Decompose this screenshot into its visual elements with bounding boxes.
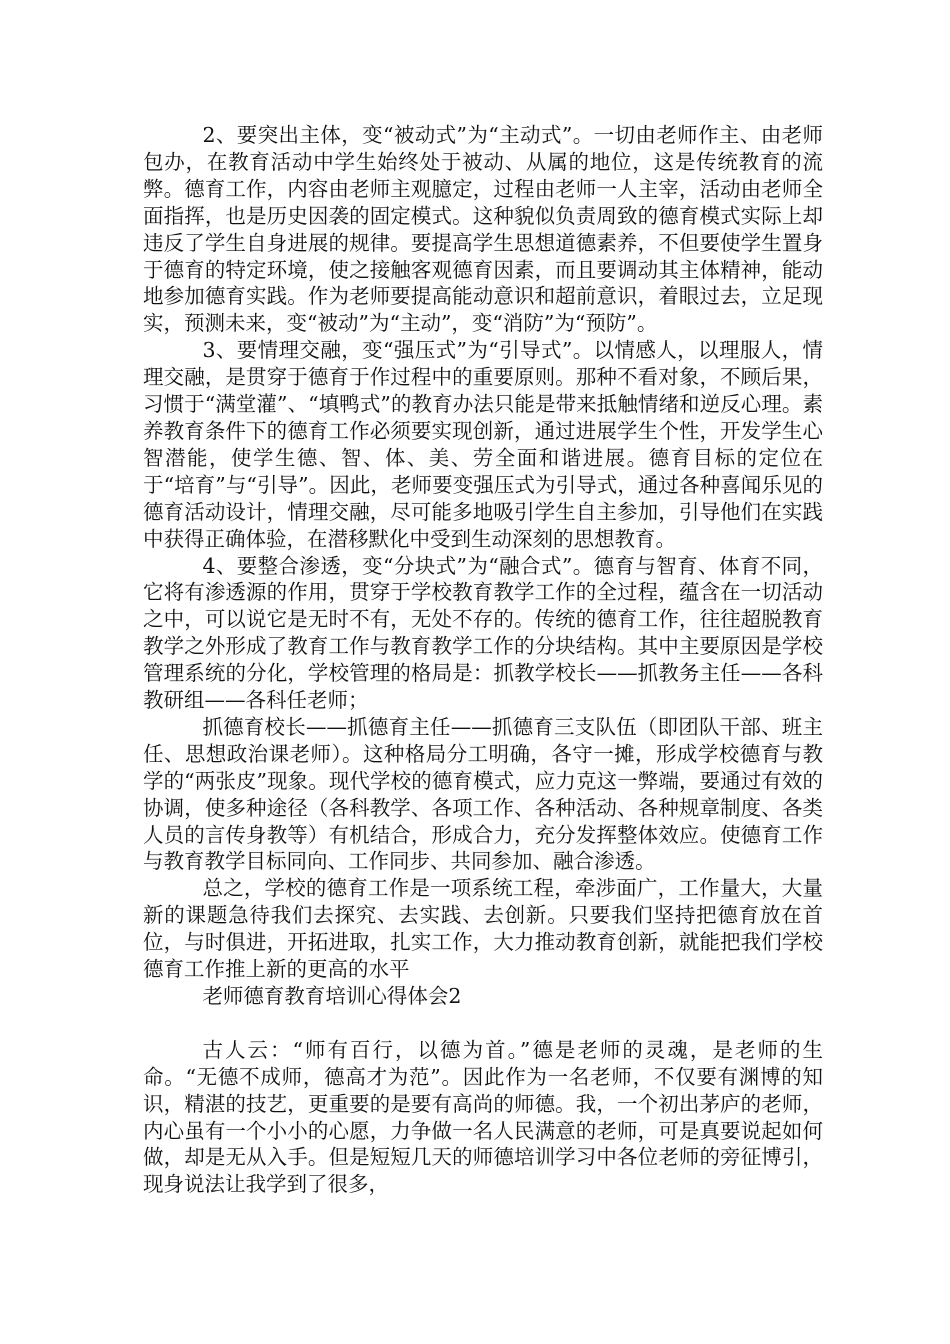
document-body xyxy=(143,122,823,1198)
blank-line xyxy=(143,1010,823,1037)
paragraph-point-4: 4、要整合渗透，变“分块式”为“融合式”。德育与智育、体育不同，它将有渗透源的作用，贯穿于学校教育教学工作的全过程，蕴含在一切活动之中，可以说它是无时不有，无处不存的。传统的德育工作，往往超脱教育教学之外形成了教育工作与教育教学工作的分块结构。其中主要原因是学校管理系统的分化，学校管理的格局是：抓教学校长——抓教务主任——各科教研组——各科任老师； xyxy=(143,553,823,713)
paragraph-ancient-saying: 古人云：“师有百行，以德为首。”德是老师的灵魂，是老师的生命。“无德不成师，德高才为范”。因此作为一名老师，不仅要有渊博的知识，精湛的技艺，更重要的是要有高尚的师德。我，一个初出茅庐的老师，内心虽有一个小小的心愿，力争做一名人民满意的老师，可是真要说起如何做，却是无从入手。但是短短几天的师德培训学习中各位老师的旁征博引，现身说法让我学到了很多， xyxy=(143,1037,823,1197)
paragraph-point-3: 3、要情理交融，变“强压式”为“引导式”。以情感人，以理服人，情理交融，是贯穿于德育于作过程中的重要原则。那种不看对象，不顾后果，习惯于“满堂灌”、“填鸭式”的教育办法只能是带来抵触情绪和逆反心理。素养教育条件下的德育工作必须要实现创新，通过进展学生个性，开发学生心智潜能，使学生德、智、体、美、劳全面和谐进展。德育目标的定位在于“培育”与“引导”。因此，老师要变强压式为引导式，通过各种喜闻乐见的德育活动设计，情理交融，尽可能多地吸引学生自主参加，引导他们在实践中获得正确体验，在潜移默化中受到生动深刻的思想教育。 xyxy=(143,338,823,551)
paragraph-moral-structure: 抓德育校长——抓德育主任——抓德育三支队伍（即团队干部、班主任、思想政治课老师）。这种格局分工明确，各守一摊，形成学校德育与教学的“两张皮”现象。现代学校的德育模式，应力克这一弊端，要通过有效的协调，使多种途径（各科教学、各项工作、各种活动、各种规章制度、各类人员的言传身教等）有机结合，形成合力，充分发挥整体效应。使德育工作与教育教学目标同向、工作同步、共同参加、融合渗透。 xyxy=(143,714,823,874)
section-heading: 老师德育教育培训心得体会2 xyxy=(202,984,462,1008)
paragraph-point-2: 2、要突出主体，变“被动式”为“主动式”。一切由老师作主、由老师包办，在教育活动中学生始终处于被动、从属的地位，这是传统教育的流弊。德育工作，内容由老师主观臆定，过程由老师一人主宰，活动由老师全面指挥，也是历史因袭的固定模式。这种貌似负责周致的德育模式实际上却违反了学生自身进展的规律。要提高学生思想道德素养，不但要使学生置身于德育的特定环境，使之接触客观德育因素，而且要调动其主体精神，能动地参加德育实践。作为老师要提高能动意识和超前意识，着眼过去，立足现实，预测未来，变“被动”为“主动”，变“消防”为“预防”。 xyxy=(143,123,823,336)
paragraph-summary: 总之，学校的德育工作是一项系统工程，牵涉面广，工作量大，大量新的课题急待我们去探究、去实践、去创新。只要我们坚持把德育放在首位，与时俱进，开拓进取，扎实工作，大力推动教育创新，就能把我们学校德育工作推上新的更高的水平 xyxy=(143,876,823,982)
